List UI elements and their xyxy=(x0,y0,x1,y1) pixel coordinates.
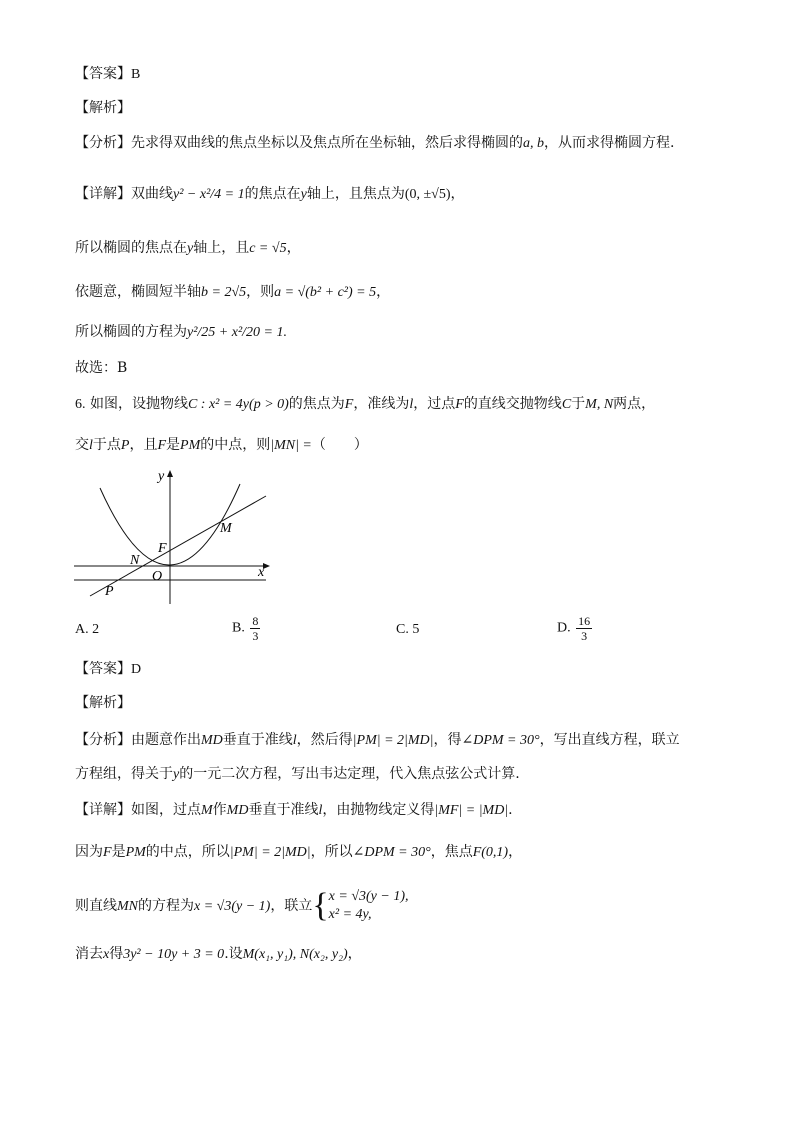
label-P: P xyxy=(105,584,114,599)
q6-detail-line1 xyxy=(75,800,513,821)
stem2-text: 交 xyxy=(75,437,89,453)
q5-line-ellipse xyxy=(75,322,287,343)
q5-conclusion: 故选：B xyxy=(75,360,128,376)
d4-a: 消去 xyxy=(75,946,103,962)
q5-answer-line xyxy=(75,64,140,85)
fenxi-text-end: ，从而求得椭圆方程. xyxy=(544,135,675,151)
system-eq2: x² = 4y, xyxy=(328,907,372,922)
line-ab-end: ， xyxy=(376,284,391,300)
line-c-text: 所以椭圆的焦点在 xyxy=(75,240,187,256)
pm-md-relation-2: |PM| = 2|MD| xyxy=(229,845,311,860)
angle-dpm-2: ∠DPM = 30° xyxy=(352,845,431,860)
fenxi-d: ，得 xyxy=(433,732,462,748)
detail-a: 如图，过点 xyxy=(131,802,201,818)
fenxi-c: ，然后得 xyxy=(296,732,353,748)
hyperbola-equation: y² − x²/4 = 1 xyxy=(173,187,245,202)
var-l4: l xyxy=(318,803,323,818)
stem-text-e: 的直线交抛物线 xyxy=(463,396,562,412)
system-brace: { xyxy=(312,887,329,924)
choice-b xyxy=(232,614,262,643)
choice-b-label: B. xyxy=(232,620,245,636)
fenxi-label: 【分析】 xyxy=(75,135,131,151)
q6-detail-line4 xyxy=(75,944,362,965)
b-equation: b = 2√5 xyxy=(201,285,247,300)
line-c-axis: y xyxy=(187,241,194,256)
var-PM2: PM xyxy=(125,845,146,860)
choice-b-den: 3 xyxy=(252,629,259,643)
pm-md-relation: |PM| = 2|MD| xyxy=(352,733,434,748)
var-MN: M, N xyxy=(585,397,614,412)
var-l: l xyxy=(409,397,414,412)
detail-text-c: 轴上，且焦点为 xyxy=(306,186,405,202)
label-F: F xyxy=(158,541,167,556)
stem2-text-c: ，且 xyxy=(129,437,158,453)
var-abs-MN: |MN| = xyxy=(270,438,312,453)
q6-analysis-label: 【解析】 xyxy=(75,695,131,711)
stem2-text-e: 的中点，则 xyxy=(200,437,271,453)
var-P: P xyxy=(120,438,130,453)
choice-d-label: D. xyxy=(557,620,571,636)
d2-f: ， xyxy=(508,844,523,860)
label-O: O xyxy=(152,569,163,584)
var-y: y xyxy=(173,767,180,782)
var-l3: l xyxy=(292,733,297,748)
answer-label: 【答案】 xyxy=(75,66,131,82)
var-MD: MD xyxy=(201,733,223,748)
var-F: F xyxy=(344,397,354,412)
q5-fenxi-line xyxy=(75,133,674,154)
focus-coords: (0, ±√5) xyxy=(404,187,451,202)
q6-detail-line3 xyxy=(75,888,409,924)
q5-analysis-label: 【解析】 xyxy=(75,100,131,116)
choice-a: A. 2 xyxy=(75,622,100,637)
q5-detail-line xyxy=(75,184,465,205)
q6-stem-line1 xyxy=(75,394,655,415)
line-ab-text-b: ，则 xyxy=(246,284,275,300)
question-number: 6. xyxy=(75,397,86,412)
d4-d: ， xyxy=(347,946,362,962)
line-c-end: ， xyxy=(286,240,301,256)
answer-value: B xyxy=(131,67,141,82)
answer-value-6: D xyxy=(131,662,142,677)
fenxi2-a: 方程组，得关于 xyxy=(75,766,173,782)
stem-text: 如图，设抛物线 xyxy=(89,396,188,412)
fenxi-vars: a, b xyxy=(523,136,544,151)
stem-text-c: ，准线为 xyxy=(353,396,410,412)
line-equation: x = √3(y − 1) xyxy=(194,899,271,914)
d4-c: .设 xyxy=(224,946,243,962)
choice-d-fraction xyxy=(576,614,592,643)
c-equation: c = √5 xyxy=(249,241,287,256)
quadratic-equation: 3y² − 10y + 3 = 0 xyxy=(123,947,225,962)
var-PM: PM xyxy=(180,438,201,453)
stem-text-g: 两点， xyxy=(613,396,656,412)
stem-text-b: 的焦点为 xyxy=(288,396,345,412)
choice-b-num: 8 xyxy=(252,614,259,628)
fenxi2-b: 的一元二次方程，写出韦达定理，代入焦点弦公式计算. xyxy=(179,766,520,782)
label-M: M xyxy=(220,521,232,536)
detail-label: 【详解】 xyxy=(75,186,131,202)
point-coords: M(x₁, y₁), N(x₂, y₂) xyxy=(242,947,348,962)
line-c-text-b: 轴上，且 xyxy=(193,240,250,256)
stem2-text-b: 于点 xyxy=(92,437,121,453)
d2-e: ，焦点 xyxy=(430,844,473,860)
fenxi-e: ，写出直线方程，联立 xyxy=(539,732,680,748)
system-eq1: x = √3(y − 1), xyxy=(328,889,409,904)
choice-d xyxy=(557,614,594,643)
parabola-figure xyxy=(70,462,280,610)
fenxi-text: 先求得双曲线的焦点坐标以及焦点所在坐标轴，然后求得椭圆的 xyxy=(131,135,523,151)
d2-a: 因为 xyxy=(75,844,103,860)
q6-fenxi-line1 xyxy=(75,730,680,751)
var-F2: F xyxy=(455,397,464,412)
detail-end: ， xyxy=(450,186,465,202)
label-y: y xyxy=(158,469,165,484)
d3-c: ，联立 xyxy=(270,898,313,914)
axis-y: y xyxy=(300,187,307,202)
choice-b-fraction xyxy=(250,614,260,643)
fenxi-b: 垂直于准线 xyxy=(222,732,293,748)
equation-system xyxy=(329,888,409,924)
d3-b: 的方程为 xyxy=(138,898,194,914)
detail-text-b: 的焦点在 xyxy=(244,186,301,202)
choice-d-den: 3 xyxy=(581,629,588,643)
answer-blank: （ ） xyxy=(311,437,368,453)
q6-detail-line2 xyxy=(75,842,522,863)
label-x: x xyxy=(258,565,265,580)
detail-e: . xyxy=(508,802,513,818)
y-axis-arrow-icon xyxy=(167,470,173,477)
label-N: N xyxy=(130,553,140,568)
detail-b: 作 xyxy=(212,802,227,818)
var-MN2: MN xyxy=(117,899,138,914)
stem2-text-d: 是 xyxy=(166,437,181,453)
stem-text-d: ，过点 xyxy=(413,396,456,412)
detail-d: ，由抛物线定义得 xyxy=(322,802,435,818)
focus-point: F(0,1) xyxy=(472,845,509,860)
line-mn xyxy=(90,496,266,596)
mf-md-relation: |MF| = |MD| xyxy=(434,803,509,818)
choice-c: C. 5 xyxy=(396,622,420,637)
var-F3: F xyxy=(157,438,167,453)
var-F4: F xyxy=(103,845,112,860)
var-MD2: MD xyxy=(226,803,249,818)
line-ab-text: 依题意，椭圆短半轴 xyxy=(75,284,201,300)
detail-label-6: 【详解】 xyxy=(75,802,131,818)
d2-d: ，所以 xyxy=(310,844,353,860)
angle-dpm: ∠DPM = 30° xyxy=(461,733,540,748)
answer-label-6: 【答案】 xyxy=(75,661,131,677)
var-l2: l xyxy=(89,438,93,453)
var-C: C xyxy=(561,397,572,412)
choice-d-num: 16 xyxy=(578,614,591,628)
ellipse-equation: y²/25 + x²/20 = 1. xyxy=(187,325,287,340)
a-equation: a = √(b² + c²) = 5 xyxy=(274,285,377,300)
fenxi-label-6: 【分析】 xyxy=(75,732,131,748)
q5-line-c xyxy=(75,238,301,259)
d2-c: 的中点，所以 xyxy=(145,844,230,860)
parabola-equation: C : x² = 4y(p > 0) xyxy=(187,397,289,412)
detail-text: 双曲线 xyxy=(131,186,173,202)
var-x: x xyxy=(103,947,110,962)
d4-b: 得 xyxy=(109,946,124,962)
d3-a: 则直线 xyxy=(75,898,117,914)
var-M: M xyxy=(201,803,213,818)
q6-stem-line2 xyxy=(75,435,368,456)
d2-b: 是 xyxy=(111,844,126,860)
fenxi-a: 由题意作出 xyxy=(131,732,201,748)
q6-answer-line xyxy=(75,659,141,680)
q6-fenxi-line2 xyxy=(75,764,520,785)
ellipse-text: 所以椭圆的方程为 xyxy=(75,324,187,340)
stem-text-f: 于 xyxy=(571,396,586,412)
q5-line-ab xyxy=(75,282,390,303)
detail-c: 垂直于准线 xyxy=(248,802,319,818)
